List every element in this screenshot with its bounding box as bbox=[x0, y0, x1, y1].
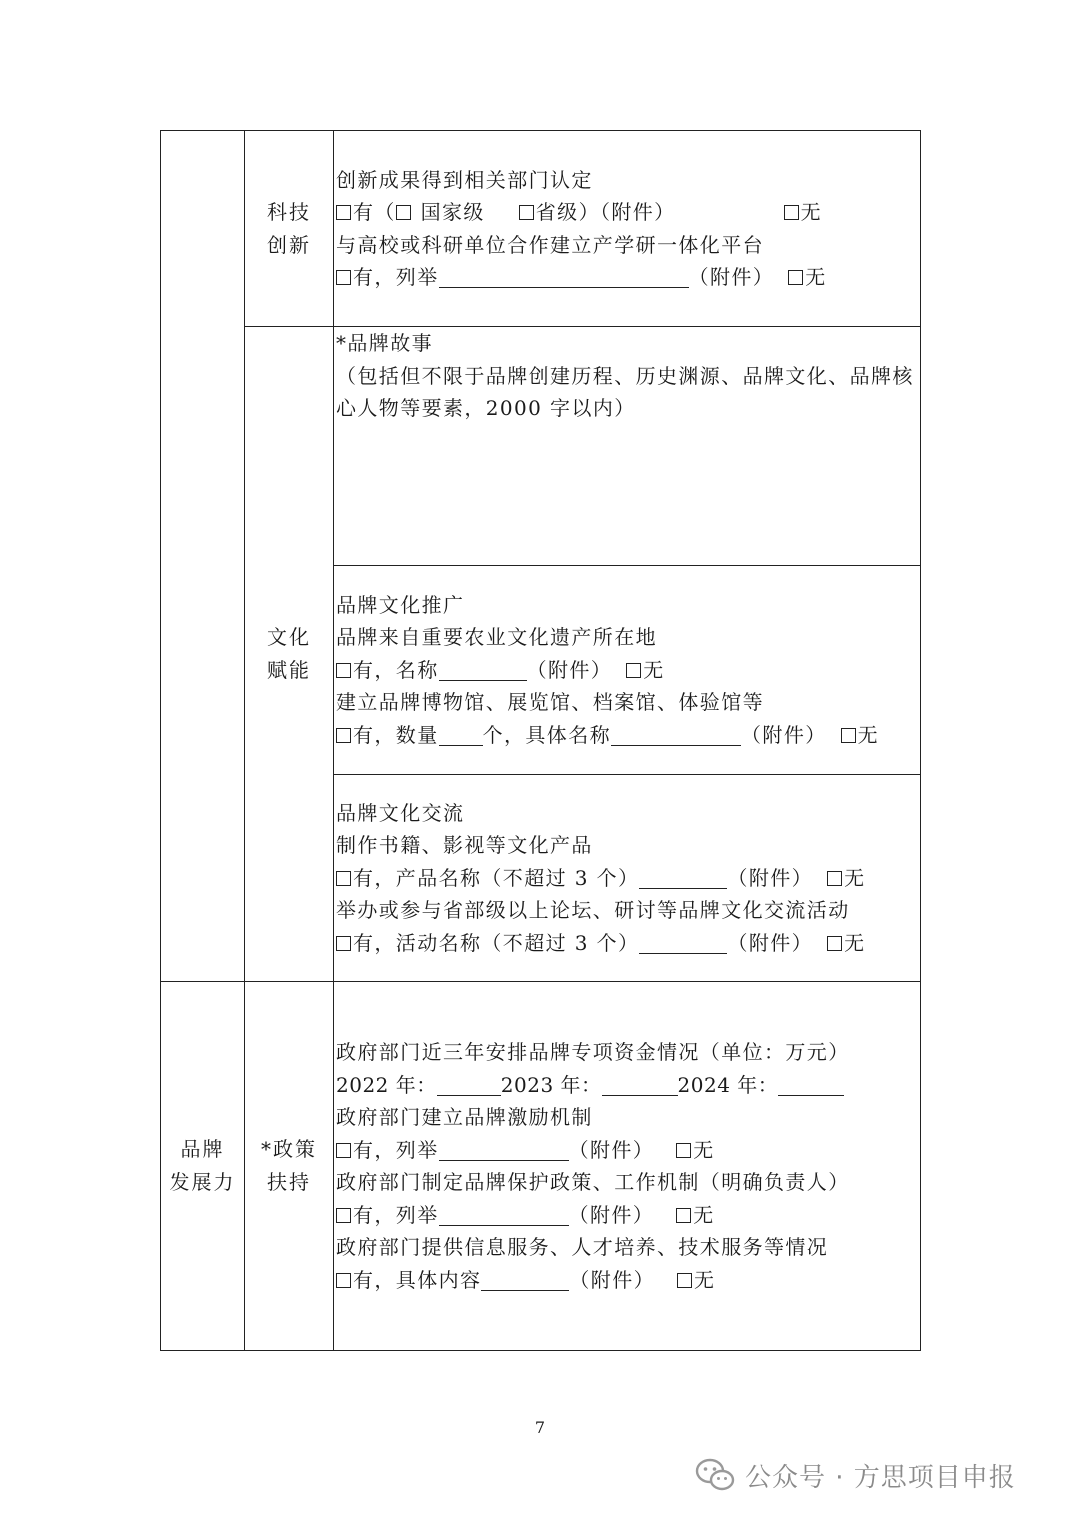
fill-in-blank[interactable] bbox=[639, 931, 727, 954]
fill-in-blank[interactable] bbox=[439, 658, 527, 681]
checkbox-icon[interactable] bbox=[841, 728, 856, 743]
exchange-line-4: 举办或参与省部级以上论坛、研讨等品牌文化交流活动 bbox=[336, 898, 850, 923]
policy-line-6: 有，列举 （附件） 无 bbox=[336, 1199, 920, 1232]
section-cell-empty bbox=[161, 131, 245, 982]
checkbox-icon[interactable] bbox=[336, 871, 351, 886]
checkbox-icon[interactable] bbox=[677, 1273, 692, 1288]
checkbox-icon[interactable] bbox=[336, 1208, 351, 1223]
brand-story-cell bbox=[334, 327, 921, 566]
category-culture-empowerment bbox=[245, 327, 334, 982]
watermark bbox=[695, 1453, 1016, 1497]
story-desc-2: 心人物等要素，2000 字以内） bbox=[336, 396, 636, 420]
category-label: *政策 扶持 bbox=[261, 1137, 317, 1194]
checkbox-icon[interactable] bbox=[336, 728, 351, 743]
checkbox-icon[interactable] bbox=[676, 1143, 691, 1158]
page-number: 7 bbox=[534, 1418, 546, 1437]
checkbox-icon[interactable] bbox=[336, 270, 351, 285]
fill-in-blank[interactable] bbox=[481, 1268, 569, 1291]
policy-content-cell bbox=[334, 982, 921, 1351]
checkbox-icon[interactable] bbox=[519, 205, 534, 220]
fill-in-blank[interactable] bbox=[778, 1073, 844, 1096]
exchange-line-5: 有，活动名称（不超过 3 个） （附件） 无 bbox=[336, 927, 920, 960]
checkbox-icon[interactable] bbox=[336, 936, 351, 951]
tech-content-cell bbox=[334, 131, 921, 327]
tech-line-3: 与高校或科研单位合作建立产学研一体化平台 bbox=[336, 232, 764, 257]
wechat-icon bbox=[695, 1458, 735, 1492]
fill-in-blank[interactable] bbox=[439, 1138, 569, 1161]
checkbox-icon[interactable] bbox=[396, 205, 411, 220]
story-desc-1: （包括但不限于品牌创建历程、历史渊源、品牌文化、品牌核 bbox=[336, 363, 914, 388]
category-tech-innovation bbox=[245, 131, 334, 327]
tech-line-4: 有，列举 （附件） 无 bbox=[336, 261, 920, 294]
policy-line-8: 有，具体内容 （附件） 无 bbox=[336, 1264, 920, 1297]
tech-line-1: 创新成果得到相关部门认定 bbox=[336, 167, 593, 192]
tech-line-2: 有（ 国家级 省级）（附件） 无 bbox=[336, 196, 920, 229]
category-label: 文化 赋能 bbox=[267, 625, 311, 682]
checkbox-icon[interactable] bbox=[676, 1208, 691, 1223]
category-label: 科技 创新 bbox=[267, 199, 311, 257]
promotion-line-2: 品牌来自重要农业文化遗产所在地 bbox=[336, 625, 657, 650]
fill-in-blank[interactable] bbox=[611, 723, 741, 746]
exchange-line-2: 制作书籍、影视等文化产品 bbox=[336, 833, 593, 858]
section-brand-development bbox=[161, 982, 245, 1351]
fill-in-blank[interactable] bbox=[602, 1073, 678, 1096]
checkbox-icon[interactable] bbox=[827, 936, 842, 951]
policy-line-4: 有，列举 （附件） 无 bbox=[336, 1134, 920, 1167]
checkbox-icon[interactable] bbox=[336, 1273, 351, 1288]
policy-line-1: 政府部门近三年安排品牌专项资金情况（单位：万元） bbox=[336, 1040, 850, 1064]
section-label: 品牌 发展力 bbox=[169, 1137, 236, 1194]
brand-exchange-cell bbox=[334, 775, 921, 982]
promotion-line-4: 建立品牌博物馆、展览馆、档案馆、体验馆等 bbox=[336, 690, 764, 715]
promotion-line-5: 有，数量 个，具体名称 （附件） 无 bbox=[336, 719, 920, 752]
story-title: *品牌故事 bbox=[336, 331, 433, 355]
category-policy-support bbox=[245, 982, 334, 1351]
promotion-title: 品牌文化推广 bbox=[336, 592, 465, 617]
checkbox-icon[interactable] bbox=[336, 205, 351, 220]
policy-line-5: 政府部门制定品牌保护政策、工作机制（明确负责人） bbox=[336, 1170, 850, 1194]
fill-in-blank[interactable] bbox=[639, 866, 727, 889]
brand-promotion-cell bbox=[334, 566, 921, 775]
policy-line-7: 政府部门提供信息服务、人才培养、技术服务等情况 bbox=[336, 1235, 829, 1259]
checkbox-icon[interactable] bbox=[784, 205, 799, 220]
checkbox-icon[interactable] bbox=[336, 1143, 351, 1158]
application-form-table bbox=[160, 130, 921, 1351]
exchange-line-3: 有，产品名称（不超过 3 个） （附件） 无 bbox=[336, 862, 920, 895]
checkbox-icon[interactable] bbox=[788, 270, 803, 285]
watermark-text: 公众号 · 方思项目申报 bbox=[745, 1462, 1016, 1493]
fill-in-blank[interactable] bbox=[439, 265, 689, 288]
checkbox-icon[interactable] bbox=[626, 663, 641, 678]
exchange-title: 品牌文化交流 bbox=[336, 800, 465, 825]
fill-in-blank[interactable] bbox=[439, 1203, 569, 1226]
checkbox-icon[interactable] bbox=[336, 663, 351, 678]
policy-funding-years: 2022 年： 2023 年： 2024 年： bbox=[336, 1069, 920, 1102]
policy-line-3: 政府部门建立品牌激励机制 bbox=[336, 1105, 593, 1129]
promotion-line-3: 有，名称 （附件） 无 bbox=[336, 654, 920, 687]
fill-in-blank[interactable] bbox=[437, 1073, 501, 1096]
fill-in-blank[interactable] bbox=[439, 723, 483, 746]
checkbox-icon[interactable] bbox=[827, 871, 842, 886]
